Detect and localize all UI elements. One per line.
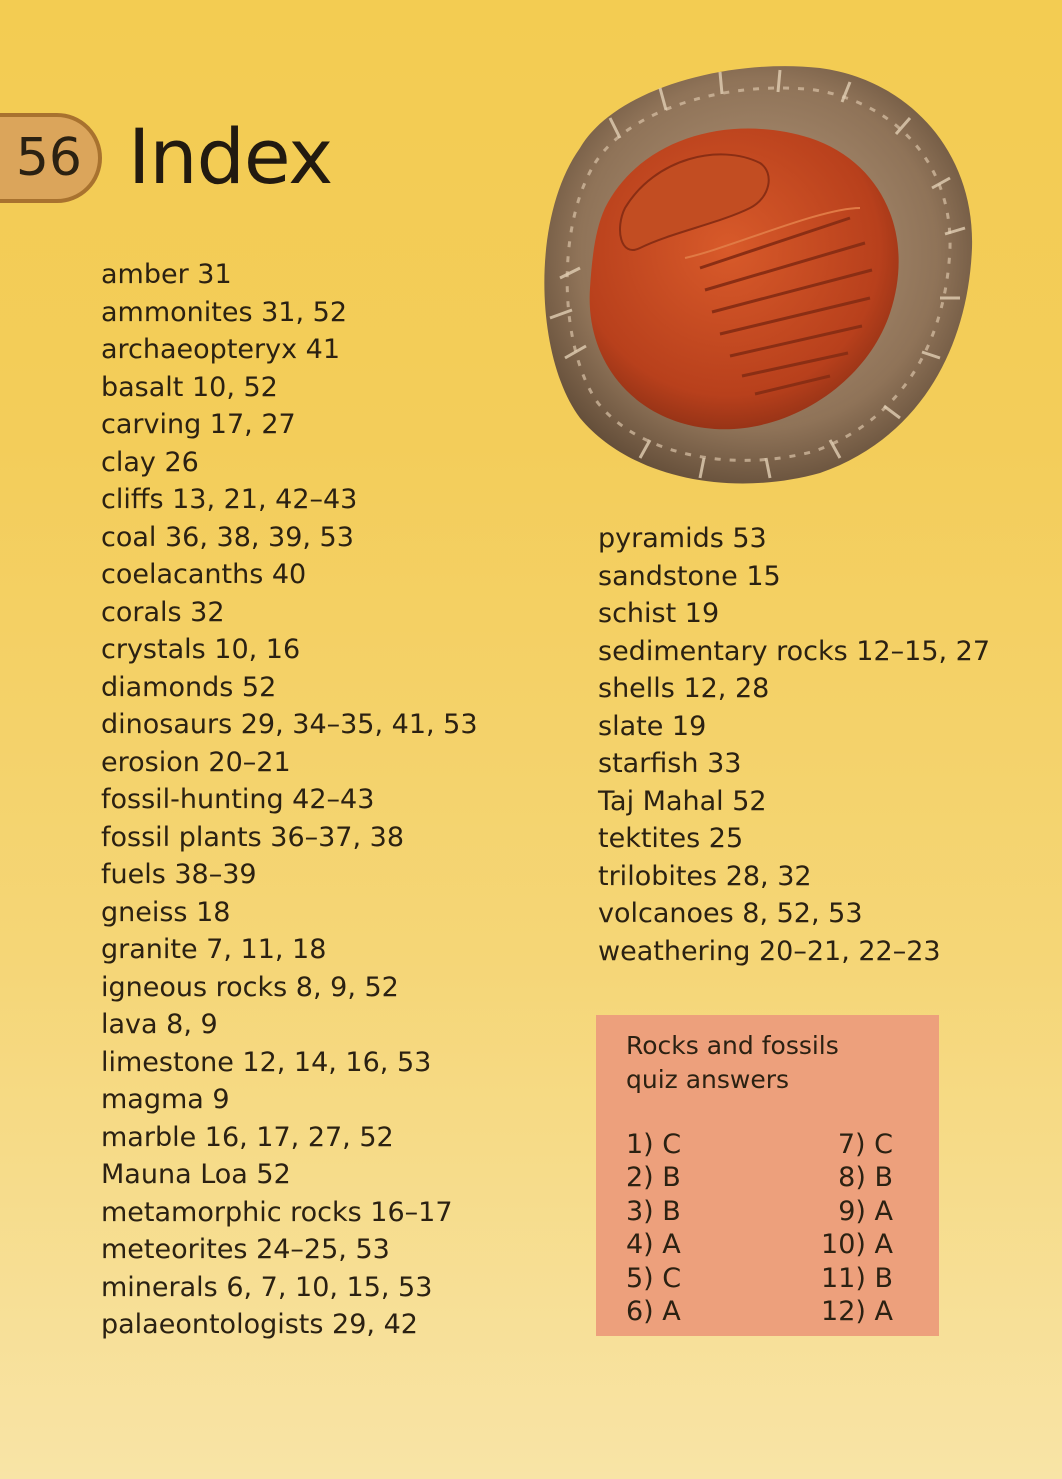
- quiz-answer: 7) C: [837, 1129, 893, 1160]
- index-entry: magma 9: [101, 1084, 230, 1115]
- index-entry: carving 17, 27: [101, 409, 296, 440]
- index-entry: lava 8, 9: [101, 1009, 218, 1040]
- index-entry: limestone 12, 14, 16, 53: [101, 1046, 432, 1078]
- index-entry: amber 31: [101, 259, 232, 290]
- quiz-answer: 9) A: [838, 1195, 893, 1227]
- index-entry: starfish 33: [598, 748, 742, 779]
- index-entry: Taj Mahal 52: [598, 785, 767, 817]
- quiz-answers-left: [626, 1128, 681, 1328]
- quiz-answers-right: [821, 1128, 893, 1328]
- quiz-answer: 6) A: [626, 1296, 681, 1328]
- index-entry: pyramids 53: [598, 523, 767, 554]
- quiz-answer: 3) B: [626, 1195, 681, 1227]
- trilobite-fossil-image: [520, 58, 980, 490]
- index-entry: sandstone 15: [598, 560, 781, 592]
- page-title: Index: [128, 112, 333, 201]
- index-entry: archaeopteryx 41: [101, 334, 341, 365]
- index-entry: marble 16, 17, 27, 52: [101, 1121, 394, 1153]
- index-entry: igneous rocks 8, 9, 52: [101, 971, 399, 1003]
- index-entry: shells 12, 28: [598, 673, 770, 704]
- index-entry: slate 19: [598, 710, 707, 742]
- index-entry: palaeontologists 29, 42: [101, 1309, 418, 1340]
- index-list-right: [598, 520, 990, 970]
- index-entry: trilobites 28, 32: [598, 860, 812, 892]
- quiz-answer: 4) A: [626, 1229, 681, 1261]
- index-entry: schist 19: [598, 598, 720, 629]
- index-entry: ammonites 31, 52: [101, 296, 348, 328]
- index-entry: granite 7, 11, 18: [101, 934, 327, 965]
- index-entry: cliffs 13, 21, 42–43: [101, 484, 358, 515]
- index-entry: fossil-hunting 42–43: [101, 784, 375, 815]
- index-entry: Mauna Loa 52: [101, 1159, 291, 1190]
- index-entry: clay 26: [101, 446, 199, 478]
- quiz-answer: 10) A: [821, 1229, 893, 1261]
- index-entry: erosion 20–21: [101, 746, 291, 778]
- index-entry: basalt 10, 52: [101, 371, 278, 403]
- quiz-answer: 2) B: [626, 1162, 681, 1194]
- index-entry: metamorphic rocks 16–17: [101, 1196, 453, 1228]
- index-entry: gneiss 18: [101, 896, 231, 928]
- quiz-answer: 1) C: [626, 1129, 682, 1160]
- index-entry: tektites 25: [598, 823, 744, 854]
- index-list-left: [101, 256, 478, 1344]
- index-entry: minerals 6, 7, 10, 15, 53: [101, 1271, 433, 1303]
- index-entry: corals 32: [101, 596, 225, 628]
- index-entry: coelacanths 40: [101, 559, 307, 590]
- index-entry: weathering 20–21, 22–23: [598, 935, 941, 967]
- quiz-answers-box: [596, 1015, 939, 1336]
- index-entry: fuels 38–39: [101, 859, 257, 890]
- index-entry: fossil plants 36–37, 38: [101, 821, 405, 853]
- index-entry: dinosaurs 29, 34–35, 41, 53: [101, 709, 478, 740]
- index-entry: sedimentary rocks 12–15, 27: [598, 635, 991, 667]
- quiz-answer: 11) B: [821, 1262, 893, 1294]
- index-entry: crystals 10, 16: [101, 634, 301, 665]
- index-entry: coal 36, 38, 39, 53: [101, 521, 354, 553]
- quiz-answer: 12) A: [821, 1296, 893, 1328]
- page-number-tab: [0, 113, 102, 203]
- quiz-answer: 8) B: [838, 1162, 893, 1194]
- quiz-answer: 5) C: [626, 1262, 682, 1294]
- quiz-title-line-1: Rocks and fossils: [626, 1031, 839, 1060]
- index-entry: volcanoes 8, 52, 53: [598, 898, 863, 929]
- quiz-title-line-2: quiz answers: [626, 1065, 790, 1094]
- index-entry: diamonds 52: [101, 671, 277, 703]
- index-entry: meteorites 24–25, 53: [101, 1234, 390, 1265]
- page-number: 56: [15, 128, 82, 188]
